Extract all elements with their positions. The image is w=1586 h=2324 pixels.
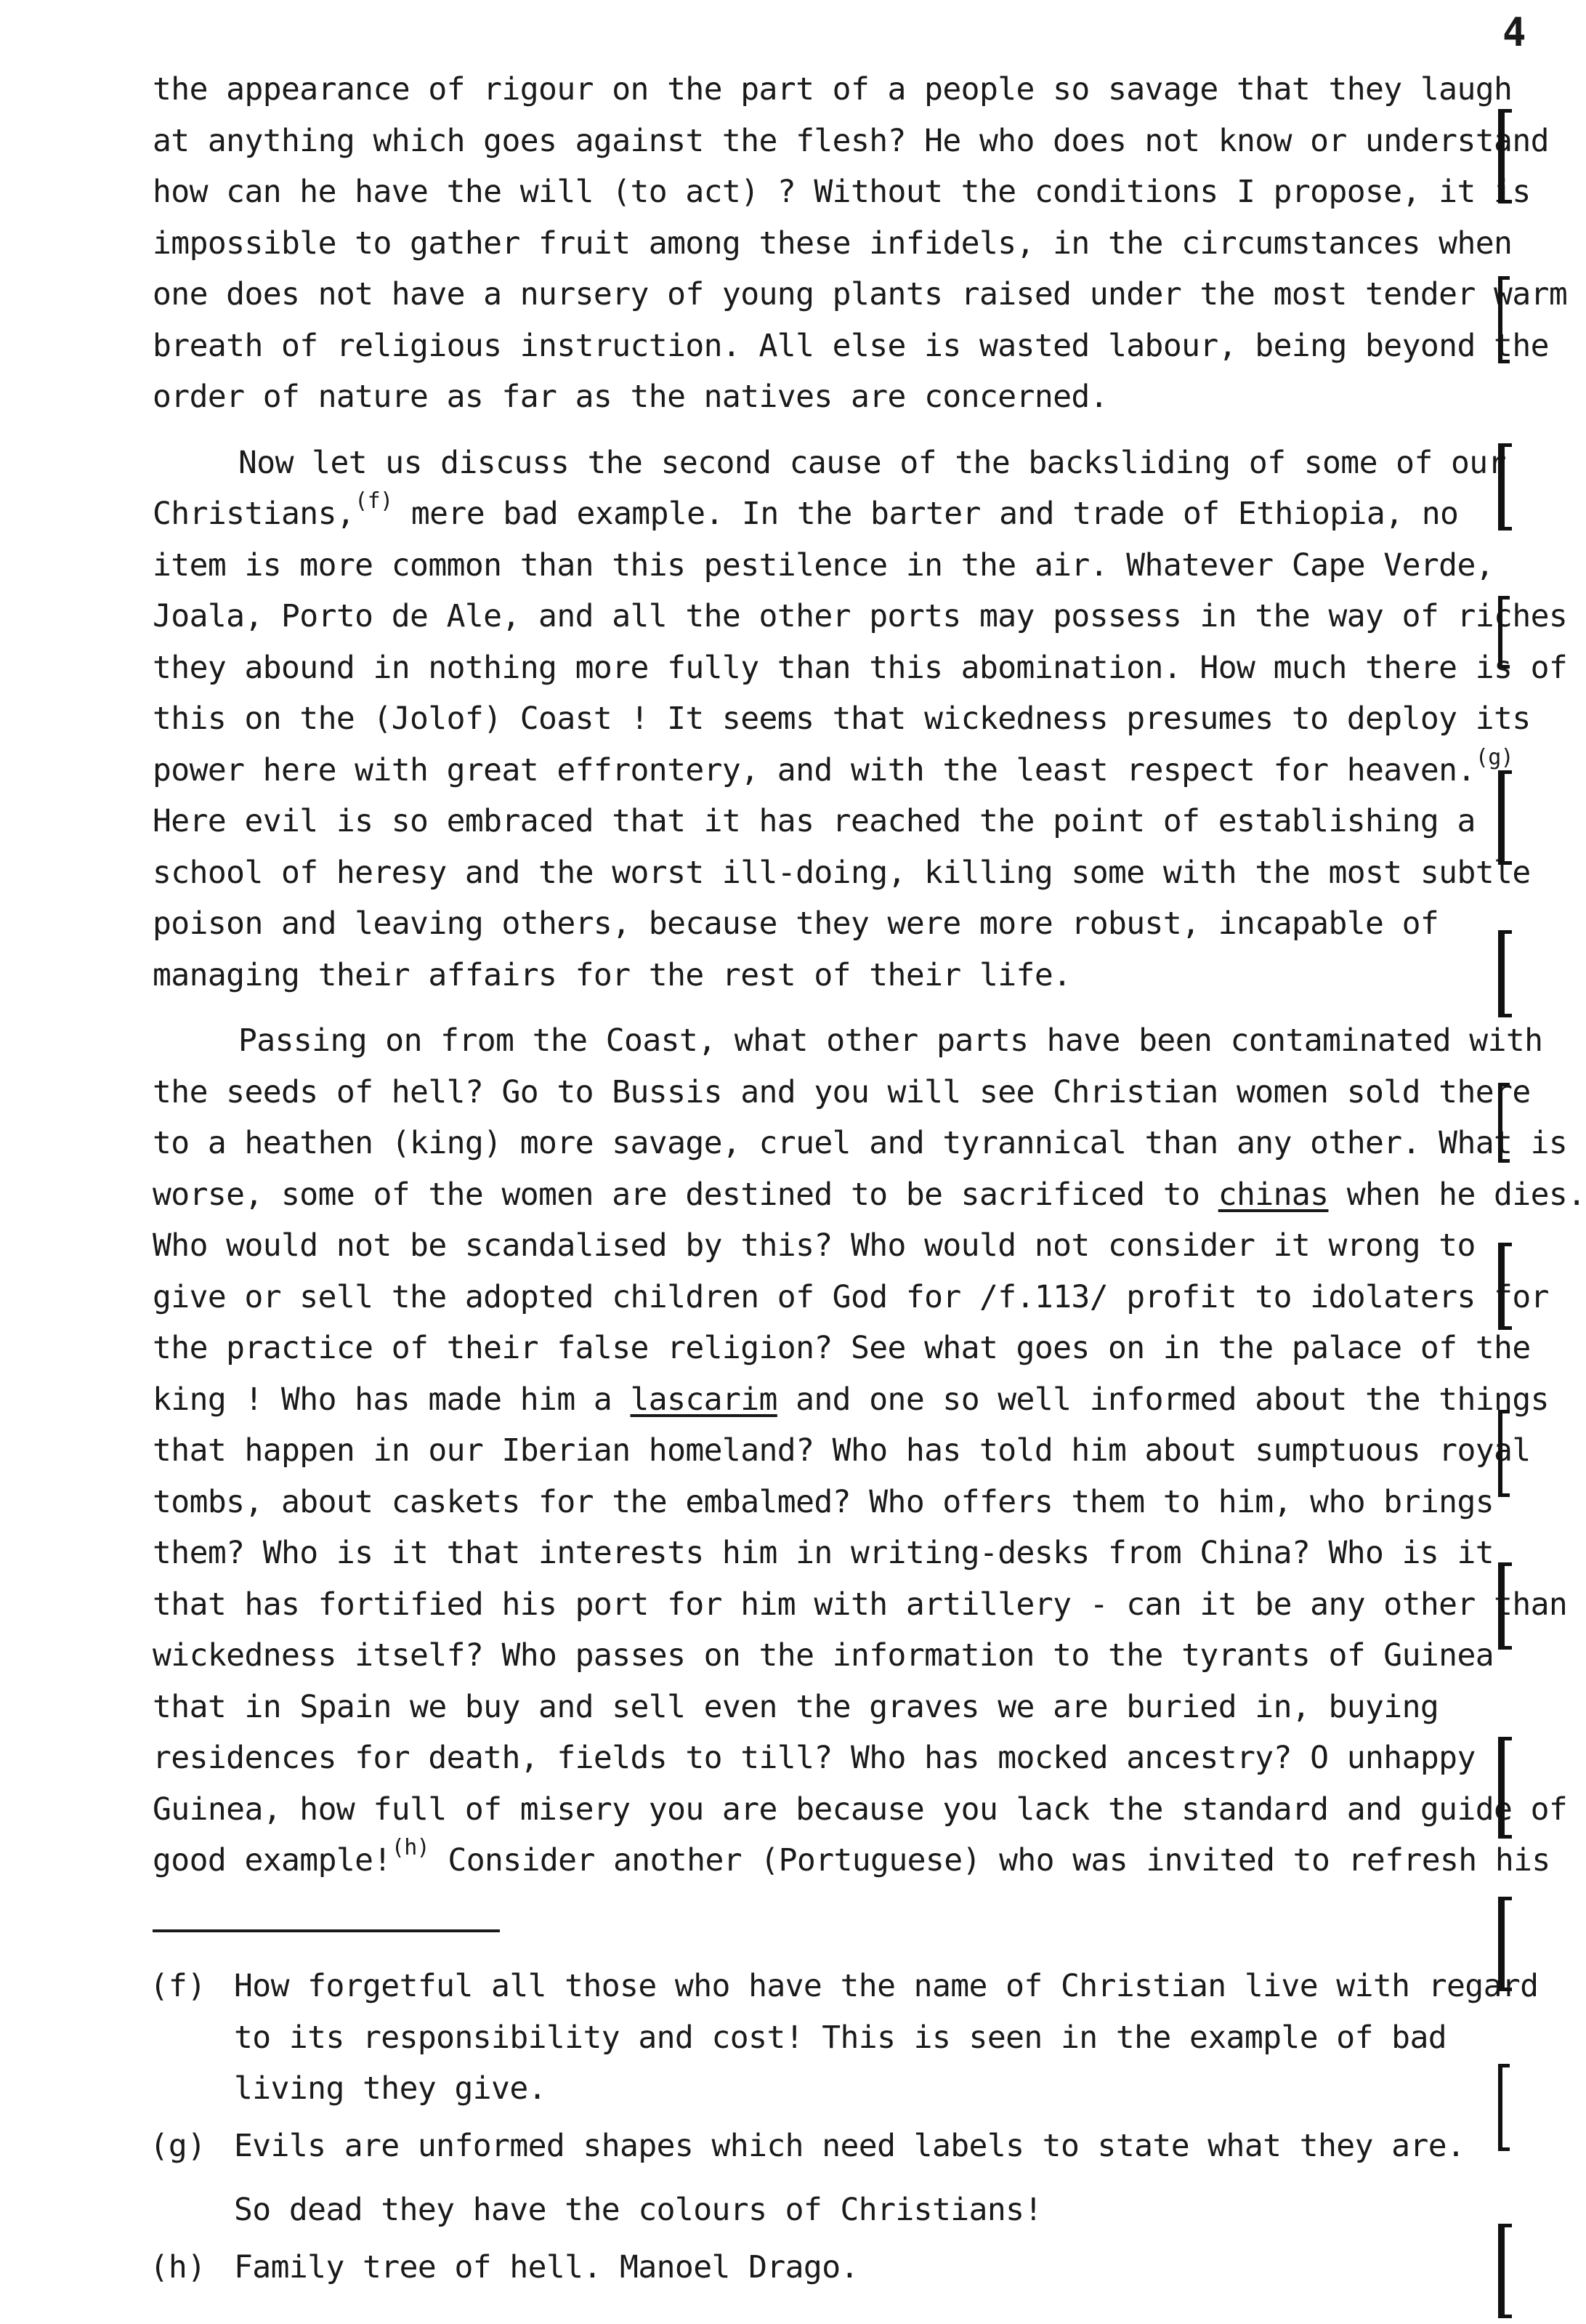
text-line: the seeds of hell? Go to Bussis and you will see Christian women sold there bbox=[153, 1073, 1531, 1110]
underlined-term-lascarim: lascarim bbox=[630, 1381, 777, 1418]
margin-bracket-mark bbox=[1498, 596, 1510, 669]
margin-bracket-mark bbox=[1498, 1897, 1512, 1991]
footnote-label: (f) bbox=[150, 1968, 206, 2004]
footnote-label: (h) bbox=[150, 2248, 206, 2285]
margin-bracket-mark bbox=[1498, 276, 1510, 363]
text-line: Who would not be scandalised by this? Who would not consider it wrong to bbox=[153, 1227, 1476, 1264]
text-line: that has fortified his port for him with artillery - can it be any other than bbox=[153, 1586, 1568, 1623]
text-fragment: when he dies. bbox=[1328, 1176, 1586, 1213]
text-line: give or sell the adopted children of God for /f.113/ profit to idolaters for bbox=[153, 1278, 1549, 1315]
text-line: Guinea, how full of misery you are because you lack the standard and guide of bbox=[153, 1791, 1568, 1828]
text-line: that in Spain we buy and sell even the graves we are buried in, buying bbox=[153, 1688, 1439, 1725]
text-line: residences for death, fields to till? Who has mocked ancestry? O unhappy bbox=[153, 1740, 1476, 1776]
text-line: tombs, about caskets for the embalmed? Who offers them to him, who brings bbox=[153, 1483, 1494, 1520]
text-line: at anything which goes against the flesh? He who does not know or understand bbox=[153, 122, 1549, 159]
text-fragment: good example! bbox=[153, 1842, 392, 1879]
footnote-g bbox=[150, 2121, 1494, 2236]
text-line: the appearance of rigour on the part of a people so savage that they laugh bbox=[153, 71, 1513, 108]
paragraph-2 bbox=[153, 437, 1568, 1001]
text-line: that happen in our Iberian homeland? Who has told him about sumptuous royal bbox=[153, 1432, 1531, 1469]
margin-bracket-mark bbox=[1498, 1243, 1512, 1330]
text-line: wickedness itself? Who passes on the information to the tyrants of Guinea bbox=[153, 1637, 1494, 1674]
text-line: So dead they have the colours of Christians! bbox=[234, 2192, 1043, 2228]
paragraph-1 bbox=[153, 64, 1568, 423]
text-fragment: power here with great effrontery, and with the least respect for heaven. bbox=[153, 751, 1476, 788]
text-line: Family tree of hell. Manoel Drago. bbox=[234, 2248, 859, 2285]
text-line bbox=[153, 1169, 1586, 1221]
body-text bbox=[153, 64, 1586, 1887]
margin-scan-marks bbox=[1498, 0, 1552, 2324]
footnote-text bbox=[234, 1961, 1538, 2115]
text-line: they abound in nothing more fully than this abomination. How much there is of bbox=[153, 649, 1568, 686]
text-line: living they give. bbox=[234, 2070, 546, 2107]
margin-bracket-mark bbox=[1498, 1737, 1512, 1839]
text-line: poison and leaving others, because they were more robust, incapable of bbox=[153, 905, 1439, 942]
text-fragment: Christians, bbox=[153, 496, 355, 532]
text-line: order of nature as far as the natives are concerned. bbox=[153, 379, 1108, 415]
text-line bbox=[153, 1374, 1549, 1426]
text-line: one does not have a nursery of young plants raised under the most tender warm bbox=[153, 276, 1568, 312]
text-fragment: mere bad example. In the barter and trade of Ethiopia, no bbox=[392, 496, 1459, 532]
margin-bracket-mark bbox=[1498, 930, 1512, 1017]
text-line: this on the (Jolof) Coast ! It seems that wickedness presumes to deploy its bbox=[153, 701, 1531, 737]
margin-bracket-mark bbox=[1498, 1410, 1510, 1497]
footnote-f bbox=[150, 1961, 1539, 2115]
text-fragment: king ! Who has made him a bbox=[153, 1381, 631, 1418]
text-line: the practice of their false religion? See what goes on in the palace of the bbox=[153, 1330, 1531, 1366]
text-line: to its responsibility and cost! This is seen in the example of bad bbox=[234, 2019, 1447, 2056]
text-line: them? Who is it that interests him in writing-desks from China? Who is it bbox=[153, 1535, 1494, 1571]
text-line: to a heathen (king) more savage, cruel and tyrannical than any other. What is bbox=[153, 1125, 1568, 1161]
text-line: managing their affairs for the rest of their life. bbox=[153, 956, 1072, 993]
footnote-text bbox=[234, 2121, 1465, 2236]
margin-bracket-mark bbox=[1498, 109, 1512, 203]
page-number: 4 bbox=[1502, 9, 1526, 55]
paragraph-3 bbox=[153, 1015, 1586, 1887]
text-line bbox=[153, 744, 1514, 796]
text-line: school of heresy and the worst ill-doing, killing some with the most subtle bbox=[153, 854, 1531, 891]
text-line: Passing on from the Coast, what other parts have been contaminated with bbox=[238, 1022, 1543, 1059]
text-line: item is more common than this pestilence in the air. Whatever Cape Verde, bbox=[153, 546, 1494, 584]
margin-bracket-mark bbox=[1498, 1562, 1512, 1650]
text-line: breath of religious instruction. All else is wasted labour, being beyond the bbox=[153, 327, 1549, 364]
text-fragment: worse, some of the women are destined to be sacrificed to bbox=[153, 1176, 1218, 1213]
footnote-marker-h: (h) bbox=[391, 1835, 430, 1860]
text-line: Here evil is so embraced that it has reached the point of establishing a bbox=[153, 803, 1476, 839]
footnote-label: (g) bbox=[150, 2127, 206, 2164]
text-line: How forgetful all those who have the name of Christian live with regard bbox=[234, 1968, 1539, 2004]
footnote-marker-g: (g) bbox=[1475, 744, 1514, 770]
footnote-h bbox=[150, 2242, 1494, 2293]
text-line: Evils are unformed shapes which need labels to state what they are. bbox=[234, 2127, 1465, 2164]
margin-bracket-mark bbox=[1498, 2064, 1510, 2151]
footnotes bbox=[150, 1961, 1539, 2299]
underlined-term-chinas: chinas bbox=[1218, 1176, 1329, 1213]
text-line: Now let us discuss the second cause of the backsliding of some of our bbox=[238, 444, 1506, 481]
margin-bracket-mark bbox=[1498, 1083, 1510, 1163]
text-fragment: Consider another (Portuguese) who was invited to refresh his bbox=[429, 1842, 1550, 1879]
text-fragment: and one so well informed about the things bbox=[777, 1381, 1549, 1418]
text-line bbox=[153, 488, 1497, 540]
text-line bbox=[153, 1835, 1550, 1887]
margin-bracket-mark bbox=[1498, 2224, 1512, 2318]
text-line: how can he have the will (to act) ? Without the conditions I propose, it is bbox=[153, 174, 1531, 210]
footnote-text bbox=[234, 2242, 859, 2293]
text-line: impossible to gather fruit among these infidels, in the circumstances when bbox=[153, 225, 1513, 262]
footnote-marker-f: (f) bbox=[355, 488, 393, 514]
margin-bracket-mark bbox=[1498, 443, 1512, 530]
margin-bracket-mark bbox=[1498, 770, 1512, 865]
text-line: Joala, Porto de Ale, and all the other ports may possess in the way of riches bbox=[153, 598, 1568, 634]
footnote-separator-rule bbox=[153, 1929, 500, 1932]
